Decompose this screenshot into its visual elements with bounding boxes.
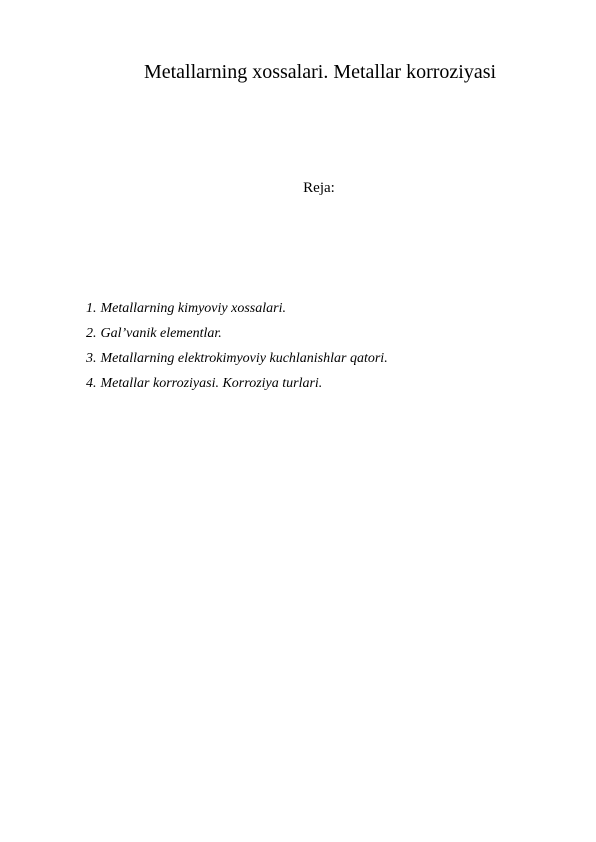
plan-item-number: 2.: [86, 326, 97, 341]
plan-item-text: Metallarning kimyoviy xossalari.: [100, 301, 286, 316]
plan-item: [86, 321, 388, 346]
plan-item: [86, 346, 388, 371]
plan-item-text: Gal’vanik elementlar.: [100, 326, 222, 341]
plan-list: [86, 296, 388, 396]
document-title: Metallarning xossalari. Metallar korroziyasi: [143, 61, 497, 83]
plan-item: [86, 371, 388, 396]
plan-item-text: Metallarning elektrokimyoviy kuchlanishlar qatori.: [100, 351, 388, 366]
plan-item: [86, 296, 388, 321]
plan-item-number: 1.: [86, 301, 97, 316]
plan-item-text: Metallar korroziyasi. Korroziya turlari.: [100, 376, 323, 391]
plan-heading: Reja:: [303, 180, 335, 196]
plan-item-number: 3.: [86, 351, 97, 366]
plan-item-number: 4.: [86, 376, 97, 391]
